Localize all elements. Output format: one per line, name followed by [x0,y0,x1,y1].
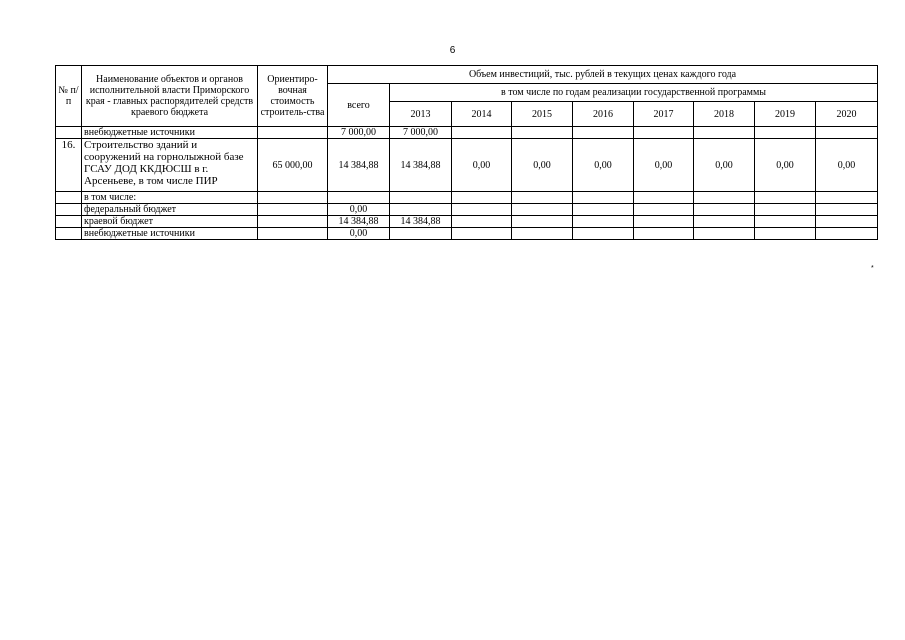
header-year: 2017 [634,102,694,127]
row-total: 0,00 [328,228,390,240]
row-year-value: 7 000,00 [390,127,452,139]
row-year-value [452,192,512,204]
row-year-value [694,228,755,240]
row-name: в том числе: [82,192,258,204]
row-total [328,192,390,204]
row-year-value: 0,00 [816,139,878,192]
corner-mark: * [871,265,874,272]
row-year-value: 14 384,88 [390,216,452,228]
row-cost: 65 000,00 [258,139,328,192]
row-cost [258,204,328,216]
row-year-value [573,204,634,216]
row-year-value [816,204,878,216]
row-total: 14 384,88 [328,216,390,228]
table-row [56,204,878,216]
row-year-value [755,216,816,228]
header-year: 2016 [573,102,634,127]
row-year-value [755,192,816,204]
header-by-years: в том числе по годам реализации государственной программы [390,84,878,102]
row-name: внебюджетные источники [82,228,258,240]
row-year-value: 0,00 [512,139,573,192]
header-total: всего [328,84,390,127]
row-year-value: 0,00 [634,139,694,192]
row-year-value: 0,00 [573,139,634,192]
row-year-value: 0,00 [694,139,755,192]
row-name: Строительство зданий и сооружений на горнолыжной базе ГСАУ ДОД ККДЮСШ в г. Арсеньеве, в том числе ПИР [82,139,258,192]
table-row [56,192,878,204]
row-year-value: 0,00 [755,139,816,192]
row-year-value [816,228,878,240]
header-year: 2015 [512,102,573,127]
row-year-value [634,127,694,139]
row-num [56,228,82,240]
row-year-value [452,127,512,139]
header-year: 2019 [755,102,816,127]
header-invest: Объем инвестиций, тыс. рублей в текущих ценах каждого года [328,66,878,84]
row-cost [258,192,328,204]
row-num [56,127,82,139]
row-year-value [755,204,816,216]
row-year-value [573,228,634,240]
row-total: 14 384,88 [328,139,390,192]
table-row [56,139,878,192]
table-row [56,127,878,139]
header-year: 2014 [452,102,512,127]
row-total: 0,00 [328,204,390,216]
row-year-value [512,216,573,228]
header-year: 2013 [390,102,452,127]
row-year-value: 0,00 [452,139,512,192]
row-year-value [755,228,816,240]
row-year-value [390,204,452,216]
row-year-value [452,204,512,216]
row-year-value [755,127,816,139]
row-cost [258,216,328,228]
row-year-value [634,192,694,204]
row-num: 16. [56,139,82,192]
row-year-value [390,228,452,240]
row-year-value: 14 384,88 [390,139,452,192]
row-year-value [512,192,573,204]
row-year-value [694,216,755,228]
row-year-value [816,216,878,228]
row-year-value [452,228,512,240]
row-num [56,192,82,204]
row-year-value [512,204,573,216]
row-num [56,216,82,228]
row-year-value [512,228,573,240]
table-row [56,228,878,240]
investment-table [55,65,878,240]
row-year-value [573,192,634,204]
row-year-value [694,192,755,204]
row-year-value [634,228,694,240]
page-number: 6 [449,45,456,56]
row-year-value [694,127,755,139]
row-year-value [452,216,512,228]
header-year: 2018 [694,102,755,127]
header-num: № п/п [56,66,82,127]
row-name: федеральный бюджет [82,204,258,216]
row-cost [258,127,328,139]
row-year-value [573,216,634,228]
row-year-value [816,192,878,204]
row-name: внебюджетные источники [82,127,258,139]
row-year-value [816,127,878,139]
row-year-value [694,204,755,216]
row-year-value [634,216,694,228]
row-cost [258,228,328,240]
row-total: 7 000,00 [328,127,390,139]
header-cost: Ориентиро-вочная стоимость строитель-ства [258,66,328,127]
row-year-value [573,127,634,139]
row-year-value [634,204,694,216]
row-name: краевой бюджет [82,216,258,228]
row-year-value [512,127,573,139]
row-num [56,204,82,216]
header-name: Наименование объектов и органов исполнительной власти Приморского края - главных распорядителей средств краевого бюджета [82,66,258,127]
table-row [56,216,878,228]
header-year: 2020 [816,102,878,127]
row-year-value [390,192,452,204]
